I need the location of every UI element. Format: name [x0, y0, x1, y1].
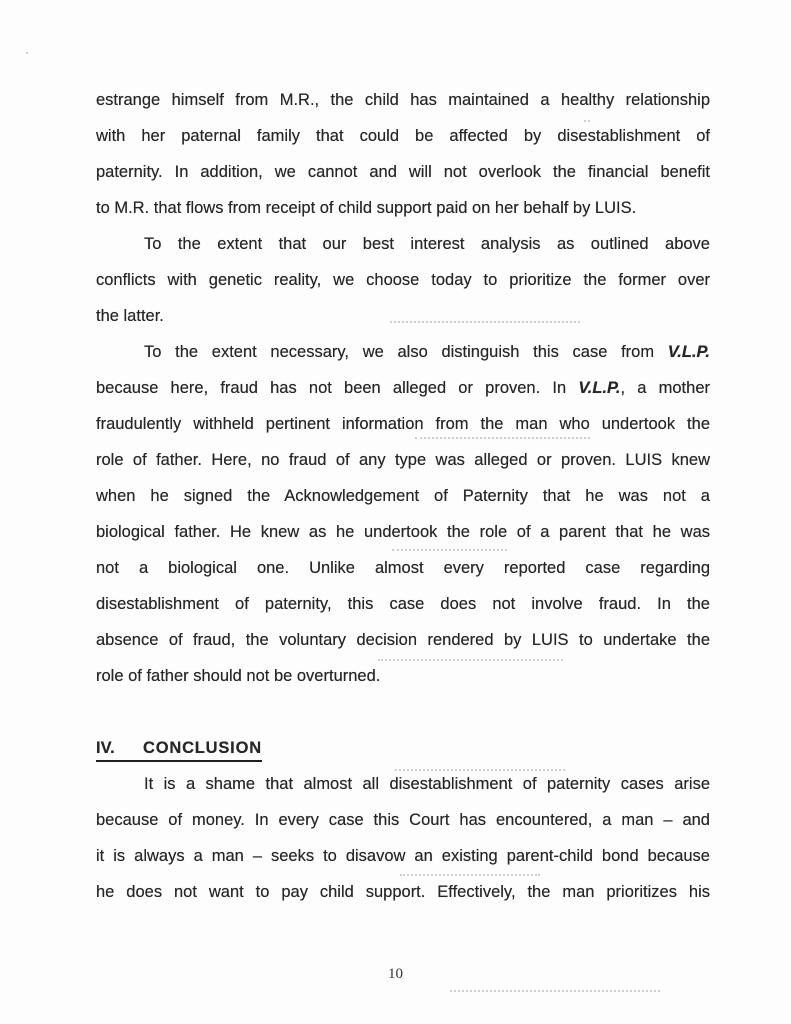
text-line: it is always a man – seeks to disavow an existing parent-child bond because	[96, 847, 710, 865]
text-line: to M.R. that flows from receipt of child support paid on her behalf by LUIS.	[96, 199, 637, 217]
text-line: because of money. In every case this Court has encountered, a man – and	[96, 811, 710, 829]
text-line: conflicts with genetic reality, we choose today to prioritize the former over	[96, 271, 710, 289]
paragraph	[96, 766, 710, 910]
heading-underline	[96, 737, 262, 762]
scan-artifact	[450, 990, 660, 992]
text-line: not a biological one. Unlike almost every reported case regarding	[96, 559, 710, 577]
text-line: with her paternal family that could be affected by disestablishment of	[96, 127, 710, 145]
heading-number: IV.	[96, 739, 115, 757]
paragraph	[96, 82, 710, 226]
case-citation: V.L.P.	[578, 379, 621, 397]
text-line: It is a shame that almost all disestablishment of paternity cases arise	[144, 775, 710, 793]
text-line: disestablishment of paternity, this case does not involve fraud. In the	[96, 595, 710, 613]
text-line	[96, 370, 710, 406]
scan-artifact	[400, 874, 540, 876]
text-segment: , a mother	[620, 379, 710, 397]
text-line	[96, 334, 710, 370]
text-segment: To the extent necessary, we also distinguish this case from	[144, 343, 668, 361]
text-line: fraudulently withheld pertinent information from the man who undertook the	[96, 415, 710, 433]
text-line: when he signed the Acknowledgement of Paternity that he was not a	[96, 487, 710, 505]
text-line: absence of fraud, the voluntary decision rendered by LUIS to undertake the	[96, 631, 710, 649]
scan-artifact	[395, 769, 565, 771]
text-line: role of father. Here, no fraud of any type was alleged or proven. LUIS knew	[96, 451, 710, 469]
paragraph	[96, 226, 710, 334]
text-line: To the extent that our best interest analysis as outlined above	[144, 235, 710, 253]
text-line: estrange himself from M.R., the child has maintained a healthy relationship	[96, 91, 710, 109]
scan-artifact	[26, 52, 29, 54]
text-line: he does not want to pay child support. Effectively, the man prioritizes his	[96, 883, 710, 901]
scan-artifact	[392, 549, 507, 551]
heading-title: CONCLUSION	[143, 739, 262, 757]
text-line: role of father should not be overturned.	[96, 667, 381, 685]
scan-artifact	[415, 437, 590, 439]
section-heading	[96, 730, 710, 766]
document-text-block	[96, 82, 710, 910]
paragraph	[96, 334, 710, 694]
case-citation: V.L.P.	[667, 343, 710, 361]
text-line: paternity. In addition, we cannot and will not overlook the financial benefit	[96, 163, 710, 181]
scan-artifact	[584, 120, 590, 122]
blank-line	[96, 694, 710, 730]
scan-artifact	[378, 659, 563, 661]
scan-artifact	[390, 321, 580, 323]
text-line: biological father. He knew as he undertook the role of a parent that he was	[96, 523, 710, 541]
page-number: 10	[388, 966, 403, 982]
text-line: the latter.	[96, 307, 164, 325]
text-segment: because here, fraud has not been alleged or proven. In	[96, 379, 579, 397]
